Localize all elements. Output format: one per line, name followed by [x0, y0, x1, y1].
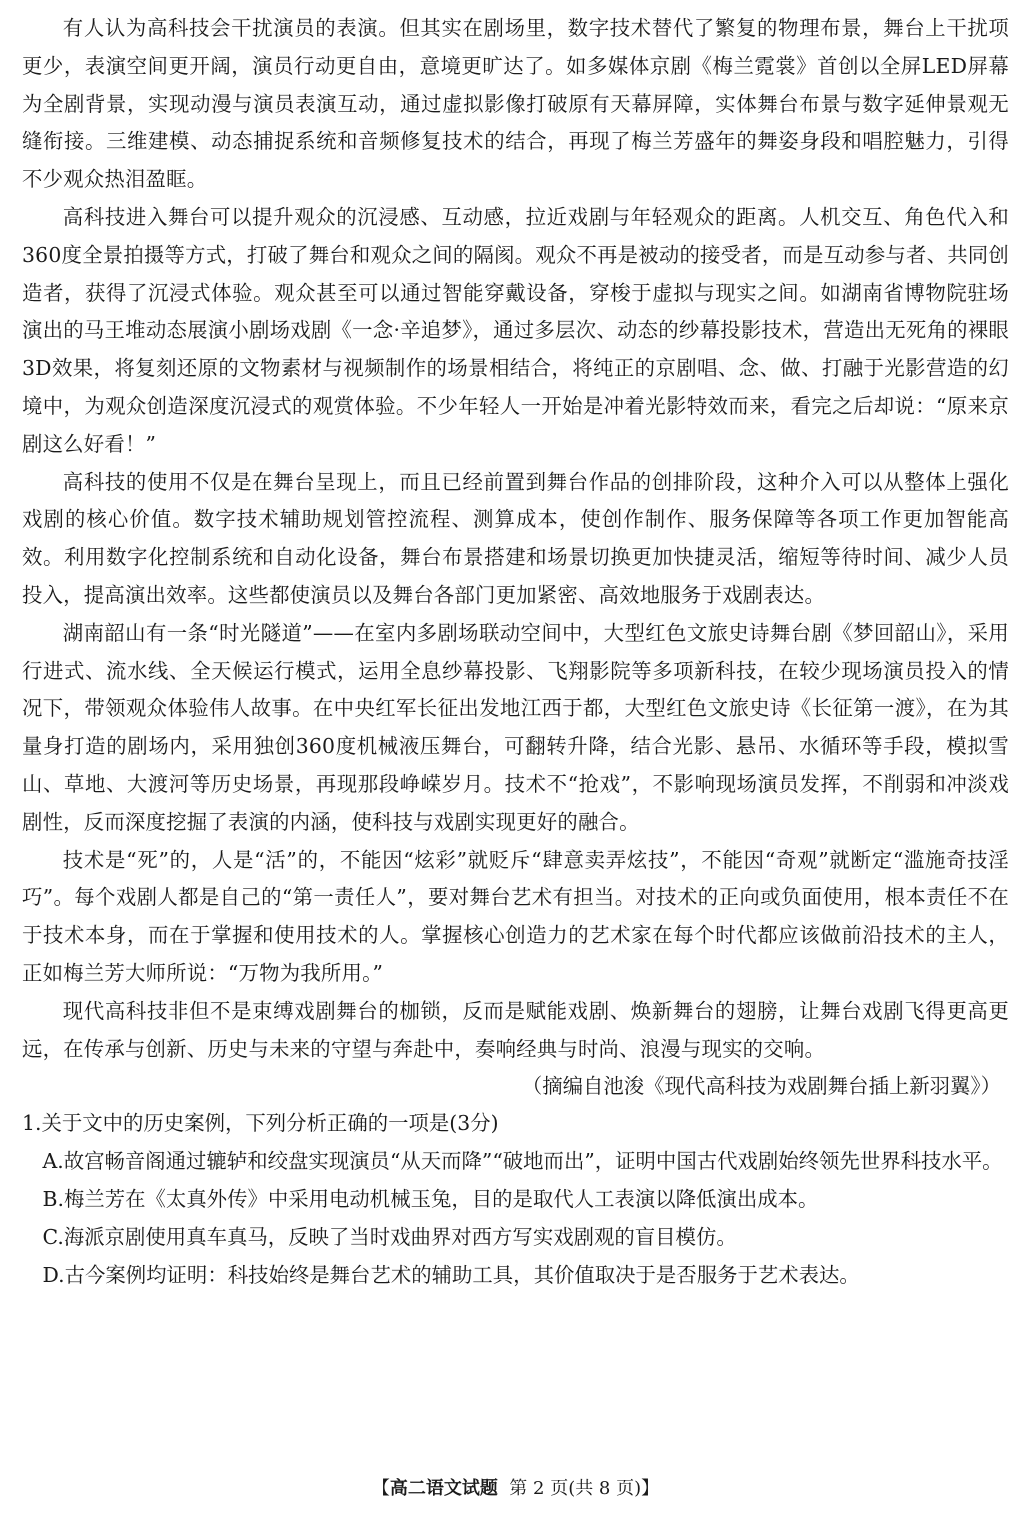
- question-block: [22, 1105, 1009, 1294]
- article-paragraph-5: 技术是“死”的，人是“活”的，不能因“炫彩”就贬斥“肆意卖弄炫技”，不能因“奇观”就断定“滥施奇技淫巧”。每个戏剧人都是自己的“第一责任人”，要对舞台艺术有担当。对技术的正向或负面使用，根本责任不在于技术本身，而在于掌握和使用技术的人。掌握核心创造力的艺术家在每个时代都应该做前沿技术的主人，正如梅兰芳大师所说：“万物为我所用。”: [22, 847, 1009, 985]
- article-source: （摘编自池浚《现代高科技为戏剧舞台插上新羽翼》）: [521, 1074, 1001, 1099]
- article-body: [22, 10, 1009, 1068]
- option-a: A.故宫畅音阁通过辘轳和绞盘实现演员“从天而降”“破地而出”，证明中国古代戏剧始终领先世界科技水平。: [42, 1149, 1003, 1174]
- article-paragraph-6: 现代高科技非但不是束缚戏剧舞台的枷锁，反而是赋能戏剧、焕新舞台的翅膀，让舞台戏剧飞得更高更远，在传承与创新、历史与未来的守望与奔赴中，奏响经典与时尚、浪漫与现实的交响。: [22, 998, 1009, 1061]
- option-b: B.梅兰芳在《太真外传》中采用电动机械玉兔，目的是取代人工表演以降低演出成本。: [42, 1186, 819, 1211]
- option-d: D.古今案例均证明：科技始终是舞台艺术的辅助工具，其价值取决于是否服务于艺术表达。: [42, 1262, 860, 1287]
- article-paragraph-1: 有人认为高科技会干扰演员的表演。但其实在剧场里，数字技术替代了繁复的物理布景，舞台上干扰项更少，表演空间更开阔，演员行动更自由，意境更旷达了。如多媒体京剧《梅兰霓裳》首创以全屏LED屏幕为全剧背景，实现动漫与演员表演互动，通过虚拟影像打破原有天幕屏障，实体舞台布景与数字延伸景观无缝衔接。三维建模、动态捕捉系统和音频修复技术的结合，再现了梅兰芳盛年的舞姿身段和唱腔魅力，引得不少观众热泪盈眶。: [22, 16, 1009, 192]
- article-paragraph-4: 湖南韶山有一条“时光隧道”——在室内多剧场联动空间中，大型红色文旅史诗舞台剧《梦回韶山》，采用行进式、流水线、全天候运行模式，运用全息纱幕投影、飞翔影院等多项新科技，在较少现场演员投入的情况下，带领观众体验伟人故事。在中央红军长征出发地江西于都，大型红色文旅史诗《长征第一渡》，在为其量身打造的剧场内，采用独创360度机械液压舞台，可翻转升降，结合光影、悬吊、水循环等手段，模拟雪山、草地、大渡河等历史场景，再现那段峥嵘岁月。技术不“抢戏”，不影响现场演员发挥，不削弱和冲淡戏剧性，反而深度挖掘了表演的内涵，使科技与戏剧实现更好的融合。: [22, 620, 1009, 834]
- article-paragraph-2: 高科技进入舞台可以提升观众的沉浸感、互动感，拉近戏剧与年轻观众的距离。人机交互、角色代入和360度全景拍摄等方式，打破了舞台和观众之间的隔阂。观众不再是被动的接受者，而是互动参与者、共同创造者，获得了沉浸式体验。观众甚至可以通过智能穿戴设备，穿梭于虚拟与现实之间。如湖南省博物院驻场演出的马王堆动态展演小剧场戏剧《一念·辛追梦》，通过多层次、动态的纱幕投影技术，营造出无死角的裸眼3D效果，将复刻还原的文物素材与视频制作的场景相结合，将纯正的京剧唱、念、做、打融于光影营造的幻境中，为观众创造深度沉浸式的观赏体验。不少年轻人一开始是冲着光影特效而来，看完之后却说：“原来京剧这么好看！”: [22, 204, 1009, 456]
- footer-exam-name: 高二语文试题: [389, 1478, 498, 1499]
- question-stem: 1.关于文中的历史案例，下列分析正确的一项是(3分): [22, 1111, 499, 1136]
- option-c: C.海派京剧使用真车真马，反映了当时戏曲界对西方写实戏剧观的盲目模仿。: [42, 1224, 737, 1249]
- footer-open-bracket: 【: [371, 1478, 390, 1499]
- page-footer: [0, 1476, 1031, 1502]
- footer-close-bracket: 】: [641, 1478, 660, 1499]
- article-paragraph-3: 高科技的使用不仅是在舞台呈现上，而且已经前置到舞台作品的创排阶段，这种介入可以从整体上强化戏剧的核心价值。数字技术辅助规划管控流程、测算成本，使创作制作、服务保障等各项工作更加智能高效。利用数字化控制系统和自动化设备，舞台布景搭建和场景切换更加快捷灵活，缩短等待时间、减少人员投入，提高演出效率。这些都使演员以及舞台各部门更加紧密、高效地服务于戏剧表达。: [22, 469, 1009, 607]
- footer-page-info: 第 2 页(共 8 页): [509, 1478, 642, 1499]
